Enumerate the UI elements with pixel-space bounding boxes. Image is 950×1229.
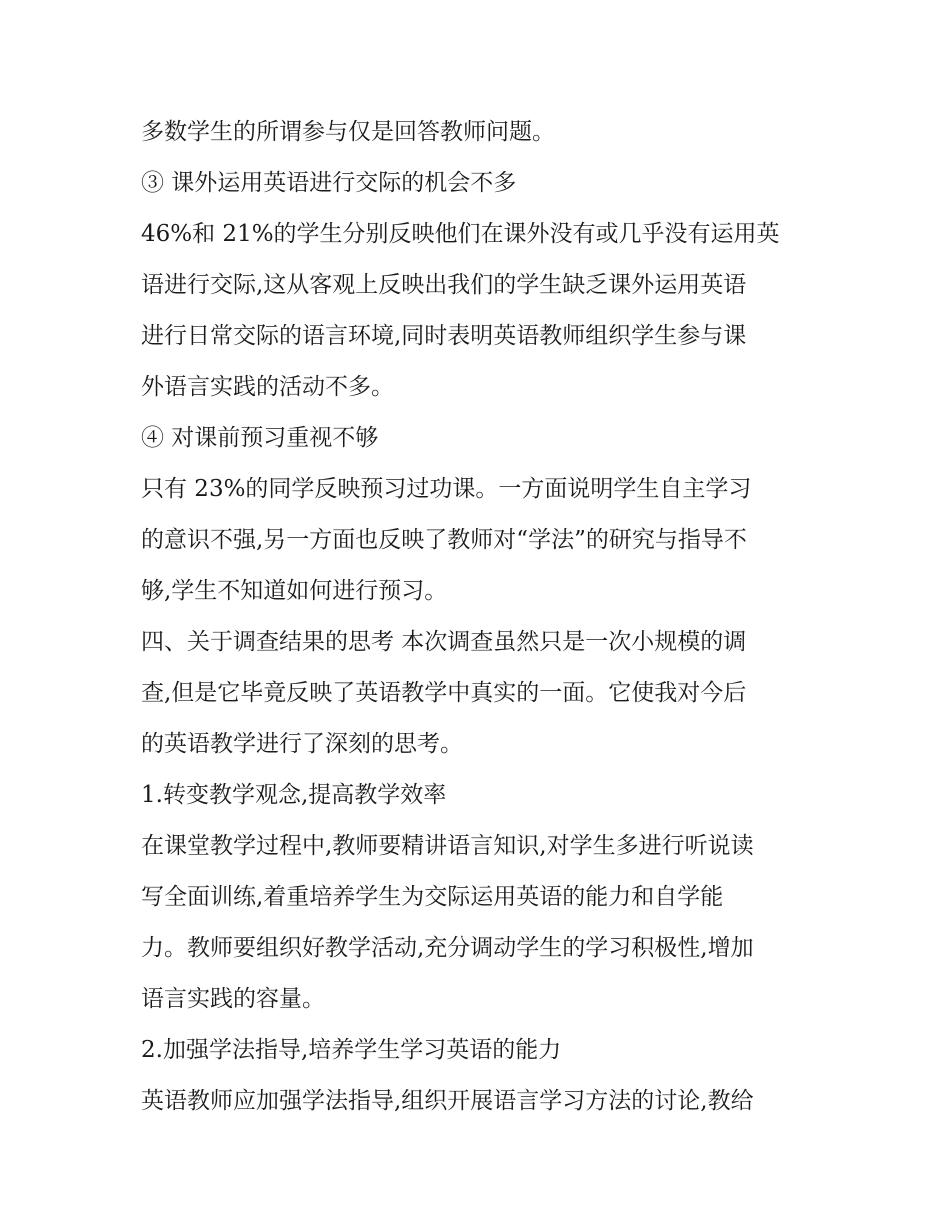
document-body <box>141 107 821 1127</box>
text-line: 够,学生不知道如何进行预习。 <box>141 578 448 604</box>
text-line: 英语教师应加强学法指导,组织开展语言学习方法的讨论,教给 <box>141 1088 754 1114</box>
text-line: 在课堂教学过程中,教师要精讲语言知识,对学生多进行听说读 <box>141 833 754 859</box>
subsection-heading: 1.转变教学观念,提高教学效率 <box>141 782 447 808</box>
text-line: 46%和 21%的学生分别反映他们在课外没有或几乎没有运用英 <box>141 221 780 247</box>
text-line: 查,但是它毕竟反映了英语教学中真实的一面。它使我对今后 <box>141 680 747 706</box>
section-heading: ④ 对课前预习重视不够 <box>141 425 379 451</box>
text-line: 只有 23%的同学反映预习过功课。一方面说明学生自主学习 <box>141 476 752 502</box>
subsection-heading: 2.加强学法指导,培养学生学习英语的能力 <box>141 1037 562 1063</box>
text-line: 语进行交际,这从客观上反映出我们的学生缺乏课外运用英语 <box>141 272 747 298</box>
text-line: 的意识不强,另一方面也反映了教师对“学法”的研究与指导不 <box>141 527 747 553</box>
text-line: 写全面训练,着重培养学生为交际运用英语的能力和自学能 <box>141 884 724 910</box>
text-line: 力。教师要组织好教学活动,充分调动学生的学习积极性,增加 <box>141 935 754 961</box>
text-line: 进行日常交际的语言环境,同时表明英语教师组织学生参与课 <box>141 323 747 349</box>
text-line: 外语言实践的活动不多。 <box>141 374 394 400</box>
text-line: 语言实践的容量。 <box>141 986 325 1012</box>
section-heading: ③ 课外运用英语进行交际的机会不多 <box>141 170 517 196</box>
section-heading: 四、关于调查结果的思考 本次调查虽然只是一次小规模的调 <box>141 629 747 655</box>
text-line: 的英语教学进行了深刻的思考。 <box>141 731 463 757</box>
text-line: 多数学生的所谓参与仅是回答教师问题。 <box>141 119 555 145</box>
